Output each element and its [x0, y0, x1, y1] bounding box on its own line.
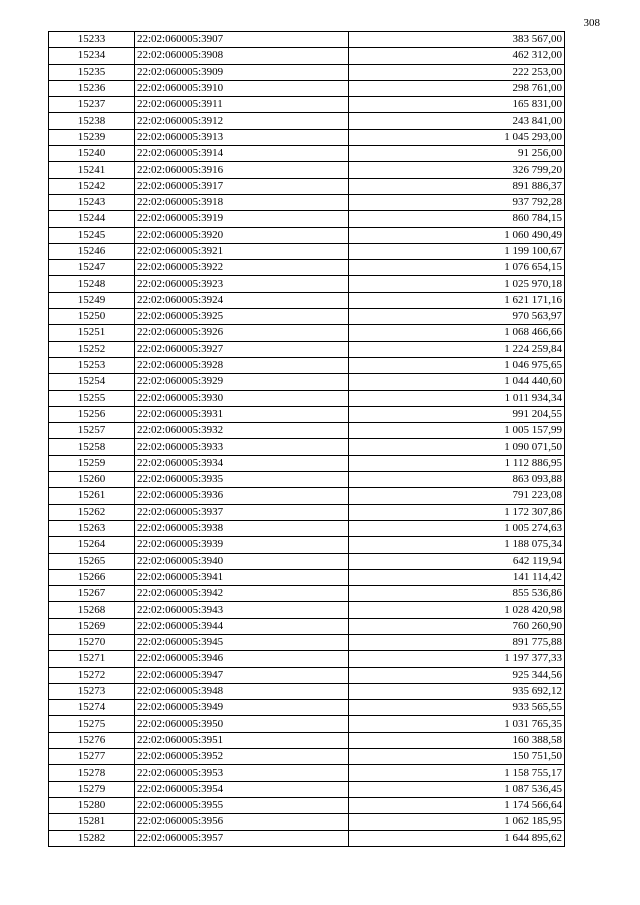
cadastral-value-cell: 1 062 185,95	[349, 814, 565, 830]
cadastral-number-cell: 22:02:060005:3957	[135, 830, 349, 846]
row-number-cell: 15282	[49, 830, 135, 846]
cadastral-number-cell: 22:02:060005:3930	[135, 390, 349, 406]
row-number-cell: 15244	[49, 211, 135, 227]
cadastral-value-cell: 1 172 307,86	[349, 504, 565, 520]
row-number-cell: 15254	[49, 374, 135, 390]
cadastral-value-cell: 1 090 071,50	[349, 439, 565, 455]
row-number-cell: 15249	[49, 292, 135, 308]
cadastral-value-cell: 855 536,86	[349, 586, 565, 602]
cadastral-number-cell: 22:02:060005:3918	[135, 194, 349, 210]
cadastral-number-cell: 22:02:060005:3927	[135, 341, 349, 357]
row-number-cell: 15236	[49, 80, 135, 96]
row-number-cell: 15271	[49, 651, 135, 667]
row-number-cell: 15255	[49, 390, 135, 406]
cadastral-value-cell: 1 060 490,49	[349, 227, 565, 243]
cadastral-number-cell: 22:02:060005:3955	[135, 797, 349, 813]
row-number-cell: 15237	[49, 97, 135, 113]
cadastral-value-cell: 1 087 536,45	[349, 781, 565, 797]
table-row	[49, 488, 565, 504]
row-number-cell: 15276	[49, 732, 135, 748]
cadastral-number-cell: 22:02:060005:3907	[135, 32, 349, 48]
cadastral-number-cell: 22:02:060005:3944	[135, 618, 349, 634]
table-row	[49, 341, 565, 357]
table-row	[49, 309, 565, 325]
cadastral-value-cell: 791 223,08	[349, 488, 565, 504]
cadastral-value-cell: 383 567,00	[349, 32, 565, 48]
table-row	[49, 113, 565, 129]
table-row	[49, 292, 565, 308]
cadastral-value-cell: 1 174 566,64	[349, 797, 565, 813]
cadastral-number-cell: 22:02:060005:3938	[135, 520, 349, 536]
table-row	[49, 749, 565, 765]
row-number-cell: 15277	[49, 749, 135, 765]
cadastral-number-cell: 22:02:060005:3910	[135, 80, 349, 96]
row-number-cell: 15264	[49, 537, 135, 553]
cadastral-number-cell: 22:02:060005:3914	[135, 146, 349, 162]
row-number-cell: 15258	[49, 439, 135, 455]
cadastral-value-cell: 1 224 259,84	[349, 341, 565, 357]
cadastral-number-cell: 22:02:060005:3913	[135, 129, 349, 145]
cadastral-number-cell: 22:02:060005:3953	[135, 765, 349, 781]
table-row	[49, 439, 565, 455]
row-number-cell: 15274	[49, 700, 135, 716]
row-number-cell: 15253	[49, 357, 135, 373]
cadastral-number-cell: 22:02:060005:3911	[135, 97, 349, 113]
row-number-cell: 15233	[49, 32, 135, 48]
cadastral-number-cell: 22:02:060005:3950	[135, 716, 349, 732]
cadastral-number-cell: 22:02:060005:3939	[135, 537, 349, 553]
table-row	[49, 814, 565, 830]
cadastral-number-cell: 22:02:060005:3933	[135, 439, 349, 455]
table-row	[49, 276, 565, 292]
row-number-cell: 15263	[49, 520, 135, 536]
cadastral-number-cell: 22:02:060005:3937	[135, 504, 349, 520]
table-body	[49, 32, 565, 847]
cadastral-number-cell: 22:02:060005:3916	[135, 162, 349, 178]
table-row	[49, 586, 565, 602]
table-row	[49, 48, 565, 64]
cadastral-value-cell: 1 005 157,99	[349, 423, 565, 439]
row-number-cell: 15262	[49, 504, 135, 520]
cadastral-value-cell: 1 046 975,65	[349, 357, 565, 373]
row-number-cell: 15235	[49, 64, 135, 80]
row-number-cell: 15273	[49, 683, 135, 699]
table-row	[49, 537, 565, 553]
table-row	[49, 406, 565, 422]
cadastral-number-cell: 22:02:060005:3908	[135, 48, 349, 64]
cadastral-value-cell: 937 792,28	[349, 194, 565, 210]
cadastral-value-cell: 1 621 171,16	[349, 292, 565, 308]
cadastral-number-cell: 22:02:060005:3931	[135, 406, 349, 422]
cadastral-number-cell: 22:02:060005:3909	[135, 64, 349, 80]
cadastral-number-cell: 22:02:060005:3921	[135, 243, 349, 259]
table-row	[49, 357, 565, 373]
row-number-cell: 15245	[49, 227, 135, 243]
table-row	[49, 765, 565, 781]
cadastral-number-cell: 22:02:060005:3923	[135, 276, 349, 292]
table-row	[49, 32, 565, 48]
cadastral-value-cell: 642 119,94	[349, 553, 565, 569]
cadastral-number-cell: 22:02:060005:3943	[135, 602, 349, 618]
cadastral-value-cell: 298 761,00	[349, 80, 565, 96]
cadastral-value-cell: 1 188 075,34	[349, 537, 565, 553]
row-number-cell: 15260	[49, 472, 135, 488]
cadastral-value-table	[48, 31, 565, 847]
cadastral-number-cell: 22:02:060005:3951	[135, 732, 349, 748]
row-number-cell: 15268	[49, 602, 135, 618]
row-number-cell: 15248	[49, 276, 135, 292]
cadastral-value-cell: 891 886,37	[349, 178, 565, 194]
cadastral-number-cell: 22:02:060005:3920	[135, 227, 349, 243]
row-number-cell: 15265	[49, 553, 135, 569]
table-row	[49, 64, 565, 80]
row-number-cell: 15247	[49, 260, 135, 276]
table-row	[49, 129, 565, 145]
row-number-cell: 15280	[49, 797, 135, 813]
cadastral-number-cell: 22:02:060005:3947	[135, 667, 349, 683]
row-number-cell: 15267	[49, 586, 135, 602]
cadastral-number-cell: 22:02:060005:3952	[135, 749, 349, 765]
table-row	[49, 732, 565, 748]
table-row	[49, 716, 565, 732]
cadastral-value-cell: 160 388,58	[349, 732, 565, 748]
cadastral-value-cell: 1 644 895,62	[349, 830, 565, 846]
cadastral-value-cell: 1 028 420,98	[349, 602, 565, 618]
row-number-cell: 15243	[49, 194, 135, 210]
row-number-cell: 15257	[49, 423, 135, 439]
row-number-cell: 15250	[49, 309, 135, 325]
cadastral-value-cell: 1 068 466,66	[349, 325, 565, 341]
cadastral-value-cell: 1 025 970,18	[349, 276, 565, 292]
row-number-cell: 15275	[49, 716, 135, 732]
cadastral-value-cell: 935 692,12	[349, 683, 565, 699]
cadastral-number-cell: 22:02:060005:3954	[135, 781, 349, 797]
cadastral-number-cell: 22:02:060005:3934	[135, 455, 349, 471]
row-number-cell: 15269	[49, 618, 135, 634]
table-row	[49, 162, 565, 178]
page-number: 308	[583, 17, 600, 29]
row-number-cell: 15272	[49, 667, 135, 683]
row-number-cell: 15242	[49, 178, 135, 194]
cadastral-number-cell: 22:02:060005:3919	[135, 211, 349, 227]
cadastral-number-cell: 22:02:060005:3912	[135, 113, 349, 129]
table-row	[49, 520, 565, 536]
row-number-cell: 15270	[49, 634, 135, 650]
cadastral-value-cell: 1 199 100,67	[349, 243, 565, 259]
row-number-cell: 15278	[49, 765, 135, 781]
row-number-cell: 15240	[49, 146, 135, 162]
cadastral-value-cell: 222 253,00	[349, 64, 565, 80]
table-row	[49, 602, 565, 618]
row-number-cell: 15251	[49, 325, 135, 341]
cadastral-number-cell: 22:02:060005:3917	[135, 178, 349, 194]
cadastral-value-cell: 970 563,97	[349, 309, 565, 325]
cadastral-number-cell: 22:02:060005:3948	[135, 683, 349, 699]
cadastral-value-cell: 1 076 654,15	[349, 260, 565, 276]
cadastral-value-cell: 243 841,00	[349, 113, 565, 129]
row-number-cell: 15234	[49, 48, 135, 64]
table-row	[49, 504, 565, 520]
cadastral-number-cell: 22:02:060005:3924	[135, 292, 349, 308]
cadastral-value-cell: 1 197 377,33	[349, 651, 565, 667]
cadastral-number-cell: 22:02:060005:3936	[135, 488, 349, 504]
cadastral-number-cell: 22:02:060005:3925	[135, 309, 349, 325]
table-row	[49, 700, 565, 716]
table-row	[49, 97, 565, 113]
table-row	[49, 260, 565, 276]
cadastral-value-cell: 991 204,55	[349, 406, 565, 422]
row-number-cell: 15241	[49, 162, 135, 178]
cadastral-number-cell: 22:02:060005:3935	[135, 472, 349, 488]
table-row	[49, 211, 565, 227]
cadastral-value-cell: 165 831,00	[349, 97, 565, 113]
row-number-cell: 15281	[49, 814, 135, 830]
table-row	[49, 797, 565, 813]
row-number-cell: 15239	[49, 129, 135, 145]
table-row	[49, 243, 565, 259]
cadastral-number-cell: 22:02:060005:3928	[135, 357, 349, 373]
table-row	[49, 80, 565, 96]
cadastral-number-cell: 22:02:060005:3926	[135, 325, 349, 341]
table-row	[49, 553, 565, 569]
cadastral-value-cell: 462 312,00	[349, 48, 565, 64]
cadastral-value-cell: 860 784,15	[349, 211, 565, 227]
table-row	[49, 146, 565, 162]
cadastral-value-cell: 91 256,00	[349, 146, 565, 162]
row-number-cell: 15259	[49, 455, 135, 471]
cadastral-value-cell: 1 044 440,60	[349, 374, 565, 390]
table-row	[49, 634, 565, 650]
table-row	[49, 194, 565, 210]
table-row	[49, 651, 565, 667]
table-row	[49, 423, 565, 439]
row-number-cell: 15279	[49, 781, 135, 797]
table-row	[49, 830, 565, 846]
cadastral-value-cell: 760 260,90	[349, 618, 565, 634]
row-number-cell: 15246	[49, 243, 135, 259]
cadastral-value-cell: 1 045 293,00	[349, 129, 565, 145]
cadastral-number-cell: 22:02:060005:3942	[135, 586, 349, 602]
table-row	[49, 227, 565, 243]
cadastral-value-cell: 1 112 886,95	[349, 455, 565, 471]
row-number-cell: 15252	[49, 341, 135, 357]
cadastral-number-cell: 22:02:060005:3922	[135, 260, 349, 276]
table-row	[49, 325, 565, 341]
cadastral-number-cell: 22:02:060005:3941	[135, 569, 349, 585]
table-row	[49, 618, 565, 634]
table-row	[49, 667, 565, 683]
cadastral-value-cell: 933 565,55	[349, 700, 565, 716]
row-number-cell: 15261	[49, 488, 135, 504]
cadastral-value-cell: 925 344,56	[349, 667, 565, 683]
table-row	[49, 455, 565, 471]
table-row	[49, 390, 565, 406]
cadastral-value-cell: 1 158 755,17	[349, 765, 565, 781]
cadastral-value-cell: 326 799,20	[349, 162, 565, 178]
cadastral-value-cell: 1 011 934,34	[349, 390, 565, 406]
row-number-cell: 15238	[49, 113, 135, 129]
cadastral-number-cell: 22:02:060005:3932	[135, 423, 349, 439]
table-row	[49, 569, 565, 585]
cadastral-number-cell: 22:02:060005:3949	[135, 700, 349, 716]
cadastral-number-cell: 22:02:060005:3956	[135, 814, 349, 830]
cadastral-number-cell: 22:02:060005:3940	[135, 553, 349, 569]
table-row	[49, 178, 565, 194]
cadastral-value-cell: 1 031 765,35	[349, 716, 565, 732]
table-row	[49, 781, 565, 797]
cadastral-value-cell: 141 114,42	[349, 569, 565, 585]
table-row	[49, 374, 565, 390]
cadastral-number-cell: 22:02:060005:3945	[135, 634, 349, 650]
table-row	[49, 472, 565, 488]
row-number-cell: 15266	[49, 569, 135, 585]
table-row	[49, 683, 565, 699]
cadastral-number-cell: 22:02:060005:3946	[135, 651, 349, 667]
cadastral-value-cell: 1 005 274,63	[349, 520, 565, 536]
row-number-cell: 15256	[49, 406, 135, 422]
cadastral-number-cell: 22:02:060005:3929	[135, 374, 349, 390]
cadastral-value-cell: 891 775,88	[349, 634, 565, 650]
cadastral-value-cell: 863 093,88	[349, 472, 565, 488]
cadastral-value-cell: 150 751,50	[349, 749, 565, 765]
